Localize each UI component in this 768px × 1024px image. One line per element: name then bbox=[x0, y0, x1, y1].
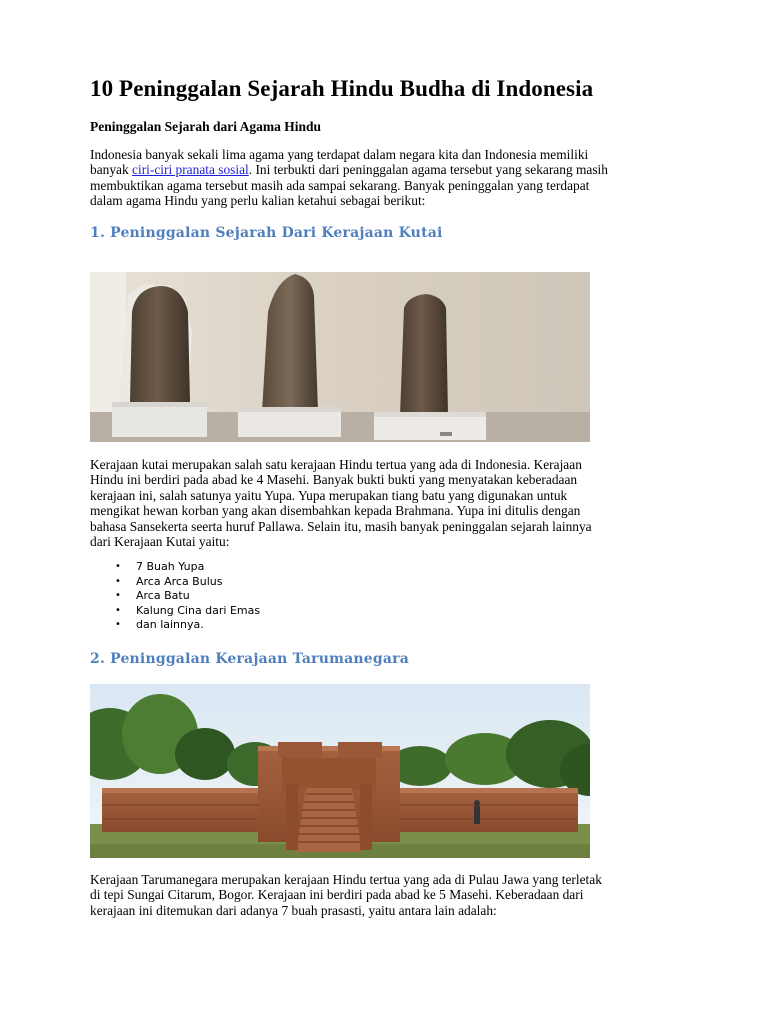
text-line: Hindu ini berdiri pada abad ke 4 Masehi. Banyak bukti bukti yang menyatakan keberadaan bbox=[90, 472, 578, 488]
text-line: Indonesia banyak sekali lima agama yang terdapat dalam negara kita dan Indonesia memiliki bbox=[90, 147, 589, 162]
text-line: mengikat hewan korban yang akan disembahkan kepada Brahmana. Yupa ini ditulis dengan bbox=[90, 503, 581, 519]
text-line: kerajaan ini, salah satunya yaitu Yupa. Yupa merupakan tiang batu yang digunakan untuk bbox=[90, 487, 568, 503]
list-item: • dan lainnya. bbox=[115, 618, 204, 632]
text-line: dari Kerajaan Kutai yaitu: bbox=[90, 534, 230, 550]
text-line: Kerajaan kutai merupakan salah satu kerajaan Hindu tertua yang ada di Indonesia. Kerajaan bbox=[90, 457, 582, 472]
bullet-icon: • bbox=[115, 619, 121, 631]
pranata-sosial-link[interactable]: ciri-ciri pranata sosial bbox=[132, 162, 249, 178]
text-line bbox=[90, 162, 690, 177]
page-title: 10 Peninggalan Sejarah Hindu Budha di Indonesia bbox=[90, 76, 594, 101]
section-heading-tarumanegara: 2. Peninggalan Kerajaan Tarumanegara bbox=[90, 651, 409, 667]
text-fragment: banyak bbox=[90, 162, 133, 178]
bullet-icon: • bbox=[115, 604, 121, 616]
text-line: kerajaan ini ditemukan dari adanya 7 buah prasasti, yaitu antara lain adalah: bbox=[90, 902, 497, 918]
text-line: membuktikan agama tersebut masih ada sampai sekarang. Banyak peninggalan yang terdapat bbox=[90, 177, 590, 193]
text-fragment: . Ini terbukti dari peninggalan agama tersebut yang sekarang masih bbox=[248, 162, 608, 178]
bullet-icon: • bbox=[115, 575, 121, 587]
page-subtitle: Peninggalan Sejarah dari Agama Hindu bbox=[90, 119, 322, 134]
list-item: • Kalung Cina dari Emas bbox=[115, 603, 261, 617]
text-line: di tepi Sungai Citarum, Bogor. Kerajaan ini berdiri pada abad ke 5 Masehi. Keberadaan dari bbox=[90, 887, 584, 903]
text-line: Kerajaan Tarumanegara merupakan kerajaan Hindu tertua yang ada di Pulau Jawa yang terletak bbox=[90, 872, 602, 887]
bullet-icon: • bbox=[115, 590, 121, 602]
kutai-relics-list bbox=[90, 560, 260, 633]
text-line: bahasa Sansekerta seerta huruf Pallawa. Selain itu, masih banyak peninggalan sejarah lainnya bbox=[90, 518, 592, 534]
text-line: dalam agama Hindu yang perlu kalian ketahui sebagai berikut: bbox=[90, 193, 426, 209]
list-item: • Arca Batu bbox=[115, 589, 190, 603]
brick-temple-photo bbox=[90, 684, 590, 858]
list-item: • Arca Arca Bulus bbox=[115, 574, 223, 588]
kutai-paragraph bbox=[90, 457, 690, 549]
section-heading-kutai: 1. Peninggalan Sejarah Dari Kerajaan Kutai bbox=[90, 225, 443, 241]
intro-paragraph bbox=[90, 147, 690, 209]
list-item: • 7 Buah Yupa bbox=[115, 560, 205, 573]
bullet-icon: • bbox=[115, 561, 121, 572]
yupa-stones-photo bbox=[90, 272, 590, 442]
tarumanegara-paragraph bbox=[90, 872, 690, 918]
